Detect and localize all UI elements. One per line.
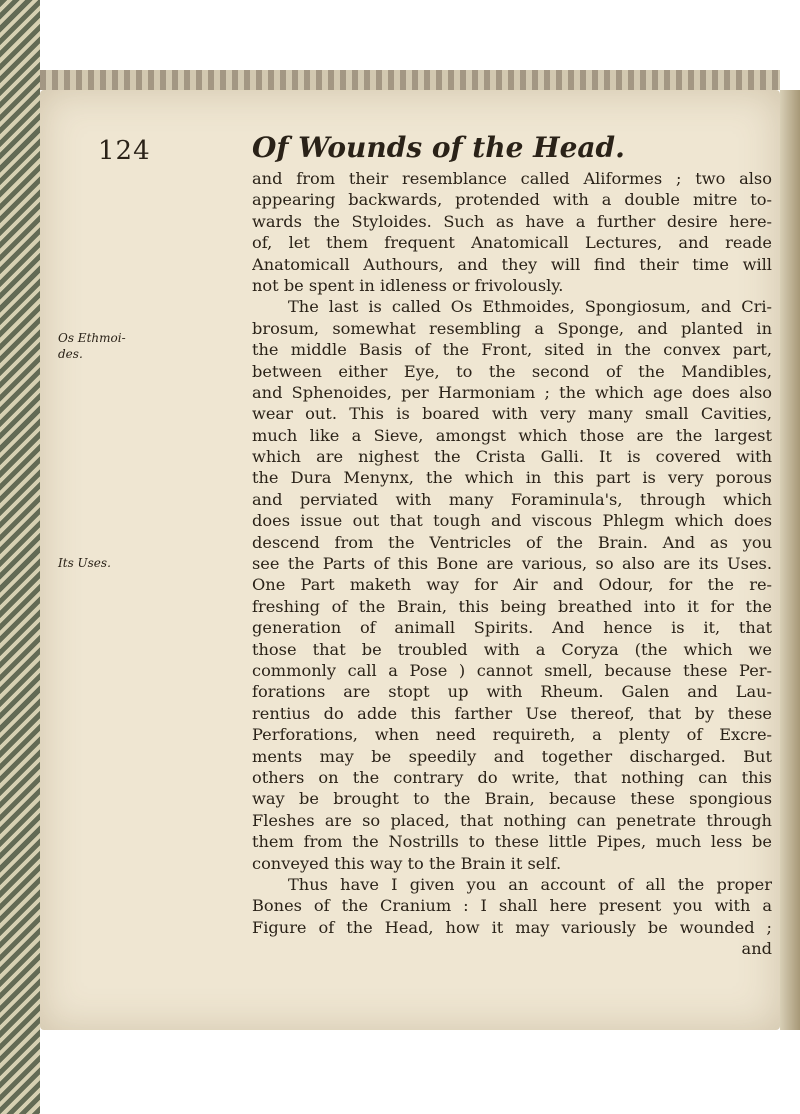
binding-gutter <box>0 0 40 1114</box>
catchword: and <box>741 939 772 959</box>
text-line: and Sphenoides, per Harmoniam ; the which age does also <box>252 382 772 402</box>
text-line: way be brought to the Brain, because these spongious <box>252 789 772 809</box>
text-line: wear out. This is boared with very many small Cavities, <box>252 404 772 424</box>
page-number: 124 <box>98 136 151 166</box>
text-line: and from their resemblance called Aliformes ; two also <box>252 169 772 188</box>
body-text <box>252 168 772 959</box>
text-line: not be spent in idleness or frivolously. <box>252 275 564 295</box>
text-line: generation of animall Spirits. And hence is it, that <box>252 618 772 638</box>
text-line: ments may be speedily and together discharged. But <box>252 746 772 766</box>
text-line: between either Eye, to the second of the Mandibles, <box>252 361 772 381</box>
text-line: commonly call a Pose ) cannot smell, because these Per- <box>252 660 772 680</box>
text-line: Thus have I given you an account of all the proper <box>288 874 772 894</box>
text-line: those that be troubled with a Coryza (the which we <box>252 639 772 659</box>
text-line: them from the Nostrills to these little Pipes, much less be <box>252 832 772 852</box>
text-line: Figure of the Head, how it may variously be wounded ; <box>252 917 772 937</box>
text-line: see the Parts of this Bone are various, so also are its Uses. <box>252 554 772 574</box>
text-line: One Part maketh way for Air and Odour, for the re- <box>252 575 772 595</box>
text-line: The last is called Os Ethmoides, Spongiosum, and Cri- <box>288 297 772 317</box>
text-line: of, let them frequent Anatomicall Lectures, and reade <box>252 233 772 253</box>
running-head: Of Wounds of the Head. <box>252 131 625 164</box>
text-line: and perviated with many Foraminula's, through which <box>252 489 772 509</box>
text-line: which are nighest the Crista Galli. It is covered with <box>252 447 772 467</box>
margin-note-os-ethmoides: Os Ethmoi- des. <box>58 331 126 361</box>
text-line: Perforations, when need requireth, a plenty of Excre- <box>252 725 772 745</box>
page-top-edge <box>40 70 780 90</box>
text-line: others on the contrary do write, that nothing can this <box>252 767 772 787</box>
margin-note-its-uses: Its Uses. <box>58 556 111 570</box>
text-line: the Dura Menynx, the which in this part is very porous <box>252 468 772 488</box>
text-line: Bones of the Cranium : I shall here present you with a <box>252 896 772 916</box>
text-line: does issue out that tough and viscous Phlegm which does <box>252 511 772 531</box>
text-line: forations are stopt up with Rheum. Galen and Lau- <box>252 682 772 702</box>
text-line: descend from the Ventricles of the Brain. And as you <box>252 532 772 552</box>
text-line: the middle Basis of the Front, sited in the convex part, <box>252 340 772 360</box>
text-line: conveyed this way to the Brain it self. <box>252 853 562 873</box>
text-line: rentius do adde this farther Use thereof, that by these <box>252 703 772 723</box>
text-line: wards the Styloides. Such as have a further desire here- <box>252 211 772 231</box>
text-line: freshing of the Brain, this being breathed into it for the <box>252 596 772 616</box>
text-line: Fleshes are so placed, that nothing can penetrate through <box>252 810 772 830</box>
page-right-edge <box>780 90 800 1030</box>
text-line: much like a Sieve, amongst which those are the largest <box>252 425 772 445</box>
text-line: Anatomicall Authours, and they will find their time will <box>252 254 772 274</box>
text-line: brosum, somewhat resembling a Sponge, and planted in <box>252 318 772 338</box>
text-line: appearing backwards, protended with a double mitre to- <box>252 190 772 210</box>
